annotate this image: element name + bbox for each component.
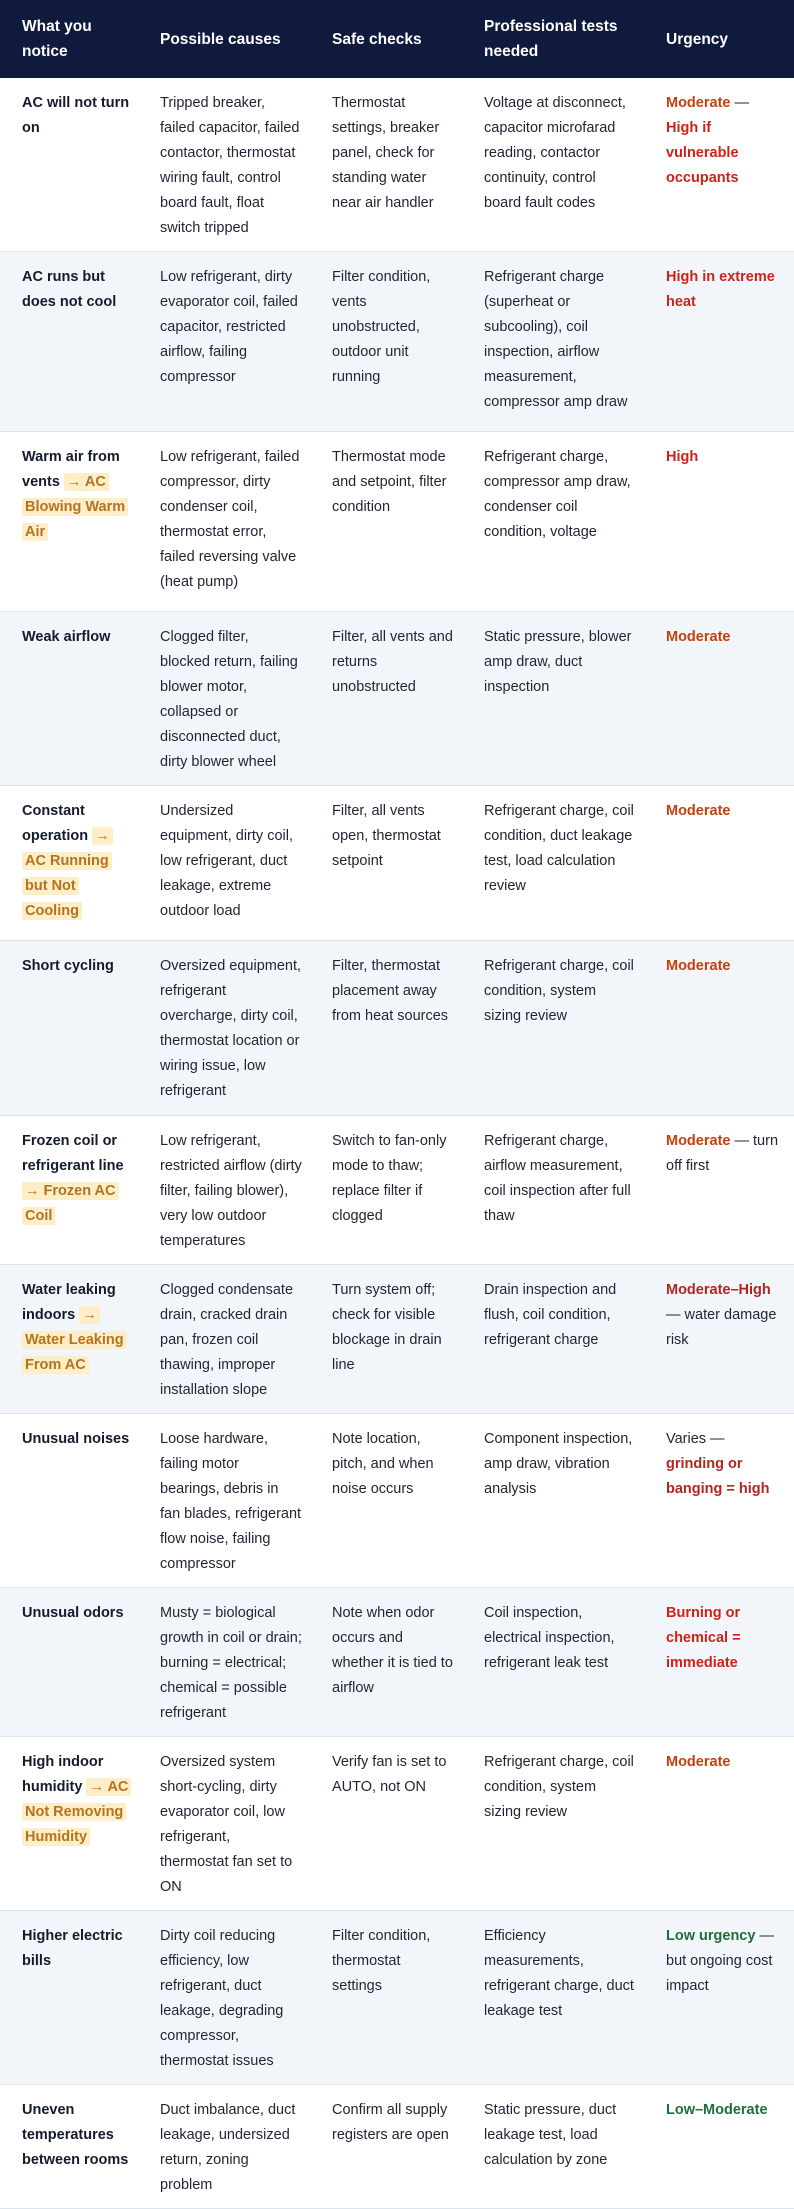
cell-possible-causes: Oversized equipment, refrigerant overcharge, dirty coil, thermostat location or wiring issue, low refrigerant	[140, 941, 312, 1116]
table-row	[0, 1414, 794, 1588]
urgency-text: Moderate–High	[666, 1282, 771, 1298]
cell-what-you-notice	[0, 941, 140, 1116]
cell-safe-checks: Confirm all supply registers are open	[312, 2085, 464, 2209]
cell-safe-checks: Switch to fan-only mode to thaw; replace filter if clogged	[312, 1116, 464, 1265]
cell-urgency	[646, 1116, 794, 1265]
cell-professional-tests: Refrigerant charge, coil condition, duct leakage test, load calculation review	[464, 786, 646, 941]
symptom-label: Constant operation	[22, 803, 89, 844]
related-article-link-label: AC Blowing Warm Air	[25, 474, 126, 540]
cell-professional-tests: Efficiency measurements, refrigerant charge, duct leakage test	[464, 1911, 646, 2085]
cell-safe-checks: Note when odor occurs and whether it is tied to airflow	[312, 1588, 464, 1737]
header-professional-tests: Professional tests needed	[484, 18, 618, 60]
cell-safe-checks: Note location, pitch, and when noise occurs	[312, 1414, 464, 1588]
cell-what-you-notice	[0, 1265, 140, 1414]
cell-urgency	[646, 1588, 794, 1737]
arrow-right-icon: →	[89, 1779, 104, 1795]
cell-possible-causes: Low refrigerant, failed compressor, dirty condenser coil, thermostat error, failed reversing valve (heat pump)	[140, 432, 312, 612]
header-possible-causes: Possible causes	[160, 30, 281, 48]
table-row	[0, 252, 794, 432]
cell-professional-tests: Voltage at disconnect, capacitor microfarad reading, contactor continuity, control board fault codes	[464, 78, 646, 252]
table-row	[0, 941, 794, 1116]
cell-safe-checks: Turn system off; check for visible blockage in drain line	[312, 1265, 464, 1414]
cell-possible-causes: Duct imbalance, duct leakage, undersized return, zoning problem	[140, 2085, 312, 2209]
cell-safe-checks: Filter condition, vents unobstructed, outdoor unit running	[312, 252, 464, 432]
arrow-right-icon: →	[82, 1307, 97, 1323]
cell-urgency	[646, 1414, 794, 1588]
urgency-text: Moderate	[666, 95, 731, 111]
cell-what-you-notice	[0, 1116, 140, 1265]
header-safe-checks: Safe checks	[332, 30, 422, 48]
table-row	[0, 1911, 794, 2085]
symptom-label: Higher electric bills	[22, 1928, 123, 1969]
cell-what-you-notice	[0, 612, 140, 786]
cell-possible-causes: Clogged condensate drain, cracked drain pan, frozen coil thawing, improper installation slope	[140, 1265, 312, 1414]
cell-what-you-notice	[0, 78, 140, 252]
cell-urgency	[646, 432, 794, 612]
cell-possible-causes: Dirty coil reducing efficiency, low refrigerant, duct leakage, degrading compressor, thermostat issues	[140, 1911, 312, 2085]
cell-urgency	[646, 612, 794, 786]
cell-safe-checks: Filter, all vents and returns unobstructed	[312, 612, 464, 786]
urgency-text: Moderate	[666, 1754, 731, 1770]
related-article-link[interactable]	[22, 1182, 119, 1225]
urgency-text: Moderate	[666, 958, 731, 974]
table-row	[0, 432, 794, 612]
table-row	[0, 1265, 794, 1414]
related-article-link-label: AC Not Removing Humidity	[25, 1779, 129, 1845]
cell-possible-causes: Loose hardware, failing motor bearings, debris in fan blades, refrigerant flow noise, failing compressor	[140, 1414, 312, 1588]
arrow-right-icon: →	[95, 828, 110, 844]
arrow-right-icon: →	[66, 474, 82, 490]
cell-possible-causes: Undersized equipment, dirty coil, low refrigerant, duct leakage, extreme outdoor load	[140, 786, 312, 941]
table-header	[0, 0, 794, 78]
cell-urgency	[646, 1737, 794, 1911]
symptom-label: High indoor humidity	[22, 1754, 104, 1795]
table-row	[0, 1737, 794, 1911]
urgency-text: — water damage risk	[666, 1307, 777, 1348]
cell-urgency	[646, 1911, 794, 2085]
table-body	[0, 78, 794, 2209]
urgency-text: Low–Moderate	[666, 2102, 768, 2118]
table-row	[0, 2085, 794, 2209]
symptom-label: Uneven temperatures between rooms	[22, 2102, 129, 2168]
cell-urgency	[646, 1265, 794, 1414]
cell-professional-tests: Coil inspection, electrical inspection, refrigerant leak test	[464, 1588, 646, 1737]
cell-safe-checks: Filter, all vents open, thermostat setpoint	[312, 786, 464, 941]
cell-possible-causes: Clogged filter, blocked return, failing blower motor, collapsed or disconnected duct, dirty blower wheel	[140, 612, 312, 786]
cell-safe-checks: Filter condition, thermostat settings	[312, 1911, 464, 2085]
cell-urgency	[646, 78, 794, 252]
cell-professional-tests: Refrigerant charge, airflow measurement, coil inspection after full thaw	[464, 1116, 646, 1265]
table-row	[0, 1588, 794, 1737]
cell-what-you-notice	[0, 252, 140, 432]
header-urgency: Urgency	[666, 30, 729, 48]
cell-possible-causes: Low refrigerant, dirty evaporator coil, failed capacitor, restricted airflow, failing compressor	[140, 252, 312, 432]
cell-professional-tests: Refrigerant charge (superheat or subcooling), coil inspection, airflow measurement, compressor amp draw	[464, 252, 646, 432]
symptom-label: Warm air from vents	[22, 449, 120, 490]
cell-safe-checks: Thermostat mode and setpoint, filter condition	[312, 432, 464, 612]
cell-what-you-notice	[0, 1414, 140, 1588]
urgency-text: High if vulnerable occupants	[666, 120, 739, 186]
cell-urgency	[646, 786, 794, 941]
cell-possible-causes: Oversized system short-cycling, dirty evaporator coil, low refrigerant, thermostat fan set to ON	[140, 1737, 312, 1911]
cell-what-you-notice	[0, 2085, 140, 2209]
cell-professional-tests: Refrigerant charge, coil condition, system sizing review	[464, 1737, 646, 1911]
table-row	[0, 786, 794, 941]
urgency-text: Moderate	[666, 1133, 731, 1149]
related-article-link-label: AC Running but Not Cooling	[25, 853, 109, 919]
cell-professional-tests: Drain inspection and flush, coil condition, refrigerant charge	[464, 1265, 646, 1414]
urgency-text: High in extreme heat	[666, 269, 775, 310]
header-what-you-notice: What you notice	[22, 18, 92, 60]
urgency-text: High	[666, 449, 699, 465]
symptom-label: Weak airflow	[22, 629, 111, 645]
symptom-label: Short cycling	[22, 958, 114, 974]
related-article-link-label: Water Leaking From AC	[25, 1332, 124, 1373]
symptom-label: AC will not turn on	[22, 95, 130, 136]
cell-professional-tests: Refrigerant charge, coil condition, system sizing review	[464, 941, 646, 1116]
table-row	[0, 612, 794, 786]
related-article-link-label: Frozen AC Coil	[25, 1183, 116, 1224]
urgency-text: Low urgency	[666, 1928, 756, 1944]
symptom-label: Water leaking indoors	[22, 1282, 116, 1323]
header-row	[0, 0, 794, 78]
table-row	[0, 78, 794, 252]
cell-professional-tests: Static pressure, blower amp draw, duct inspection	[464, 612, 646, 786]
cell-professional-tests: Refrigerant charge, compressor amp draw, condenser coil condition, voltage	[464, 432, 646, 612]
cell-what-you-notice	[0, 786, 140, 941]
cell-what-you-notice	[0, 1911, 140, 2085]
cell-safe-checks: Verify fan is set to AUTO, not ON	[312, 1737, 464, 1911]
symptom-label: Frozen coil or refrigerant line	[22, 1133, 124, 1174]
urgency-text: Moderate	[666, 803, 731, 819]
urgency-text: Varies —	[666, 1431, 725, 1447]
symptom-label: Unusual noises	[22, 1431, 130, 1447]
cell-safe-checks: Filter, thermostat placement away from heat sources	[312, 941, 464, 1116]
arrow-right-icon: →	[25, 1183, 40, 1199]
cell-professional-tests: Static pressure, duct leakage test, load calculation by zone	[464, 2085, 646, 2209]
urgency-text: Burning or chemical = immediate	[666, 1605, 741, 1671]
cell-possible-causes: Tripped breaker, failed capacitor, failed contactor, thermostat wiring fault, control board fault, float switch tripped	[140, 78, 312, 252]
cell-urgency	[646, 252, 794, 432]
cell-urgency	[646, 941, 794, 1116]
cell-what-you-notice	[0, 1588, 140, 1737]
cell-what-you-notice	[0, 432, 140, 612]
table-row	[0, 1116, 794, 1265]
symptom-label: Unusual odors	[22, 1605, 124, 1621]
urgency-text: — turn off first	[666, 1133, 779, 1174]
cell-what-you-notice	[0, 1737, 140, 1911]
urgency-text: —	[730, 95, 749, 111]
cell-urgency	[646, 2085, 794, 2209]
cell-professional-tests: Component inspection, amp draw, vibration analysis	[464, 1414, 646, 1588]
urgency-text: Moderate	[666, 629, 731, 645]
urgency-text: — but ongoing cost impact	[666, 1928, 774, 1994]
urgency-text: grinding or banging = high	[666, 1456, 770, 1497]
cell-safe-checks: Thermostat settings, breaker panel, check for standing water near air handler	[312, 78, 464, 252]
cell-possible-causes: Musty = biological growth in coil or drain; burning = electrical; chemical = possible refrigerant	[140, 1588, 312, 1737]
symptom-label: AC runs but does not cool	[22, 269, 117, 310]
cell-possible-causes: Low refrigerant, restricted airflow (dirty filter, failing blower), very low outdoor temperatures	[140, 1116, 312, 1265]
